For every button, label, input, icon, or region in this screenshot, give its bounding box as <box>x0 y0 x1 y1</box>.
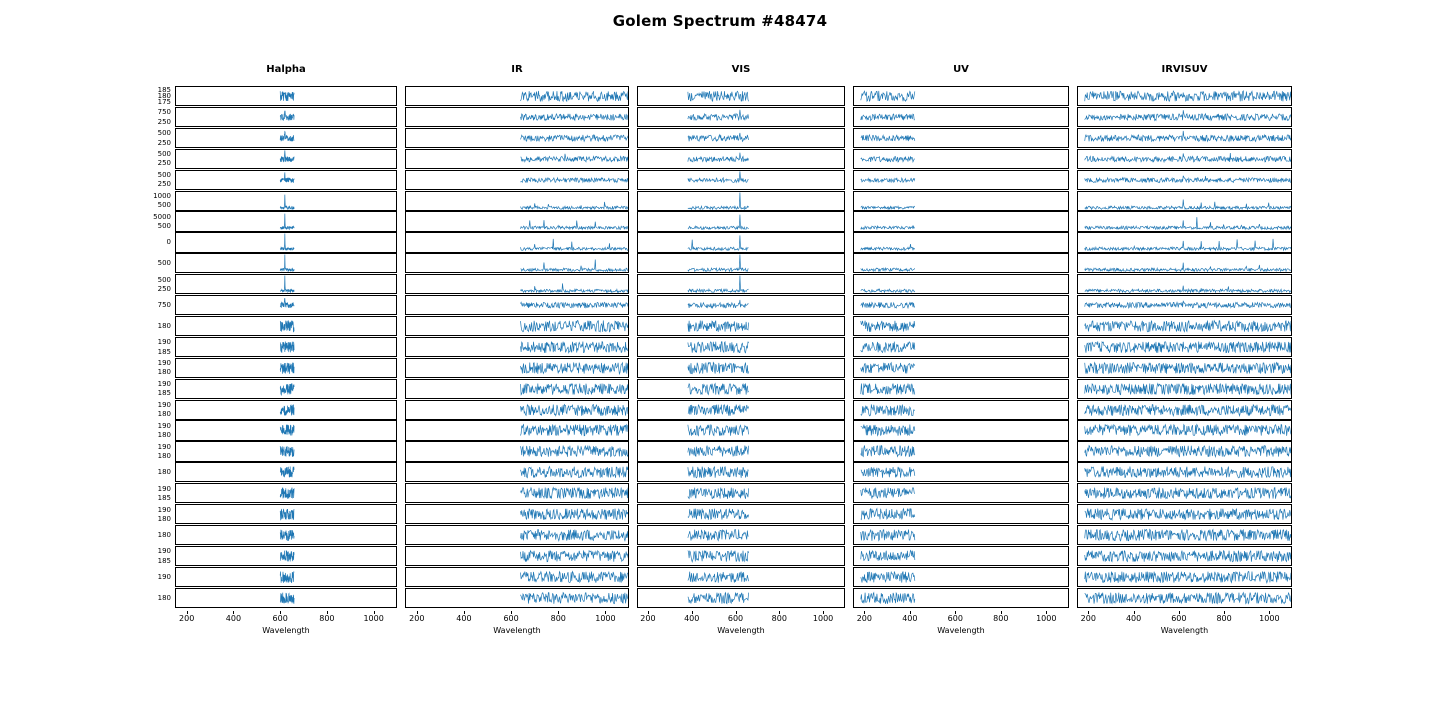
y-tick-label: 1000 <box>153 192 171 201</box>
x-tick-label: 800 <box>319 613 335 623</box>
x-tick-label: 400 <box>684 613 700 623</box>
x-axis <box>1077 611 1292 637</box>
spectrum-panel <box>175 379 397 399</box>
spectrum-panel <box>1077 337 1292 357</box>
x-tick-label: 200 <box>179 613 195 623</box>
x-axis <box>175 611 397 637</box>
spectrum-panel <box>1077 358 1292 378</box>
spectrum-panel <box>405 546 629 566</box>
spectrum-panel <box>637 379 845 399</box>
spectrum-panel <box>175 107 397 127</box>
spectrum-panel <box>637 170 845 190</box>
spectrum-panel <box>1077 525 1292 545</box>
x-tick-label: 1000 <box>363 613 384 623</box>
spectrum-panel <box>405 211 629 231</box>
spectrum-panel <box>853 400 1069 420</box>
spectrum-panel <box>1077 170 1292 190</box>
x-tick-label: 400 <box>456 613 472 623</box>
spectrum-panel <box>637 232 845 252</box>
spectrum-panel <box>1077 462 1292 482</box>
spectrum-panel <box>175 420 397 440</box>
x-tick-label: 400 <box>902 613 918 623</box>
x-tick-label: 800 <box>550 613 566 623</box>
x-tick-label: 600 <box>1171 613 1187 623</box>
column-title: IRVISUV <box>1161 64 1208 75</box>
column-title: Halpha <box>266 64 306 75</box>
spectrum-panel <box>637 504 845 524</box>
spectrum-panel <box>853 191 1069 211</box>
x-tick-label: 400 <box>225 613 242 623</box>
spectrum-panel <box>853 107 1069 127</box>
spectrum-panel <box>853 170 1069 190</box>
y-tick-label: 190 <box>157 338 171 347</box>
spectrum-panel <box>1077 107 1292 127</box>
spectrum-panel <box>405 295 629 315</box>
spectrum-panel <box>853 358 1069 378</box>
spectrum-panel <box>405 107 629 127</box>
spectrum-panel <box>853 546 1069 566</box>
x-tick-label: 400 <box>1125 613 1142 623</box>
y-tick-label: 190 <box>157 380 171 389</box>
spectrum-panel <box>853 232 1069 252</box>
y-tick-label: 185 <box>157 347 171 356</box>
spectrum-panel <box>175 567 397 587</box>
spectrum-panel <box>175 86 397 106</box>
x-tick-label: 200 <box>1080 613 1096 623</box>
y-tick-label: 5000 <box>153 212 171 221</box>
panel-stack <box>405 86 629 609</box>
y-tick-label: 180 <box>157 531 171 540</box>
spectrum-panel <box>853 211 1069 231</box>
spectrum-panel <box>405 232 629 252</box>
spectrum-panel <box>853 420 1069 440</box>
spectrum-panel <box>1077 588 1292 608</box>
y-tick-label: 180 <box>157 431 171 440</box>
y-tick-label: 0 <box>166 238 171 247</box>
spectrum-panel <box>405 525 629 545</box>
spectrum-panel <box>853 295 1069 315</box>
spectrum-panel <box>1077 274 1292 294</box>
spectrum-panel <box>637 358 845 378</box>
spectrum-panel <box>405 253 629 273</box>
spectrum-panel <box>405 588 629 608</box>
spectrum-panel <box>405 128 629 148</box>
panel-stack <box>853 86 1069 609</box>
y-tick-label: 250 <box>157 159 171 168</box>
spectrum-panel <box>637 274 845 294</box>
y-tick-label: 250 <box>157 138 171 147</box>
y-tick-label: 185 <box>157 389 171 398</box>
x-tick-label: 1000 <box>595 613 616 623</box>
spectrum-panel <box>853 441 1069 461</box>
y-tick-label: 190 <box>157 421 171 430</box>
spectrum-panel <box>405 358 629 378</box>
x-tick-label: 800 <box>771 613 787 623</box>
x-tick-label: 200 <box>409 613 425 623</box>
spectrum-panel <box>853 379 1069 399</box>
x-tick-label: 200 <box>856 613 872 623</box>
y-tick-label: 500 <box>157 275 171 284</box>
spectrum-panel <box>637 588 845 608</box>
spectrum-panel <box>175 483 397 503</box>
y-tick-label: 185 <box>157 85 171 94</box>
y-tick-label: 190 <box>157 442 171 451</box>
panel-stack <box>637 86 845 609</box>
spectrum-panel <box>175 232 397 252</box>
y-tick-label: 500 <box>157 129 171 138</box>
spectrum-panel <box>1077 253 1292 273</box>
spectrum-panel <box>853 483 1069 503</box>
y-tick-label: 190 <box>157 505 171 514</box>
x-axis-title: Wavelength <box>1160 625 1209 635</box>
x-tick-label: 600 <box>503 613 519 623</box>
spectrum-panel <box>1077 232 1292 252</box>
spectrum-panel <box>637 441 845 461</box>
y-tick-label: 250 <box>157 180 171 189</box>
panel-stack <box>1077 86 1292 609</box>
spectrum-panel <box>637 128 845 148</box>
spectrum-panel <box>853 86 1069 106</box>
y-tick-label: 190 <box>157 547 171 556</box>
spectrum-panel <box>175 253 397 273</box>
x-axis <box>637 611 845 637</box>
y-tick-label: 500 <box>157 259 171 268</box>
spectrum-panel <box>853 525 1069 545</box>
y-tick-label: 175 <box>157 98 171 107</box>
spectrum-panel <box>853 588 1069 608</box>
spectrum-panel <box>1077 86 1292 106</box>
x-axis-title: Wavelength <box>262 625 310 635</box>
spectrum-panel <box>405 274 629 294</box>
spectrum-panel <box>1077 316 1292 336</box>
spectrum-panel <box>1077 504 1292 524</box>
y-tick-label: 750 <box>157 108 171 117</box>
spectrum-panel <box>1077 149 1292 169</box>
spectrum-panel <box>637 400 845 420</box>
column-title: IR <box>511 64 523 75</box>
spectrum-panel <box>1077 295 1292 315</box>
x-tick-label: 200 <box>640 613 656 623</box>
spectrum-panel <box>637 462 845 482</box>
spectrum-panel <box>1077 211 1292 231</box>
y-tick-label: 190 <box>157 401 171 410</box>
spectrum-panel <box>637 337 845 357</box>
spectrum-panel <box>1077 191 1292 211</box>
spectrum-panel <box>405 86 629 106</box>
spectrum-panel <box>1077 400 1292 420</box>
spectrum-panel <box>637 86 845 106</box>
spectrum-panel <box>405 379 629 399</box>
x-axis-title: Wavelength <box>717 625 765 635</box>
spectrum-panel <box>175 128 397 148</box>
spectrum-panel <box>405 400 629 420</box>
y-tick-label: 500 <box>157 201 171 210</box>
spectrum-panel <box>637 420 845 440</box>
y-tick-label: 500 <box>157 150 171 159</box>
spectrum-panel <box>637 191 845 211</box>
panel-stack <box>175 86 397 609</box>
spectrum-panel <box>637 316 845 336</box>
spectrum-panel <box>853 316 1069 336</box>
column-title: VIS <box>731 64 751 75</box>
x-tick-label: 1000 <box>1259 613 1280 623</box>
spectrum-panel <box>175 337 397 357</box>
figure-title: Golem Spectrum #48474 <box>612 12 828 30</box>
spectrum-panel <box>1077 483 1292 503</box>
spectrum-panel <box>175 546 397 566</box>
spectrum-panel <box>175 358 397 378</box>
y-tick-label: 180 <box>157 593 171 602</box>
y-tick-label: 180 <box>157 468 171 477</box>
x-tick-label: 1000 <box>1036 613 1057 623</box>
spectrum-panel <box>405 567 629 587</box>
spectrum-panel <box>405 504 629 524</box>
spectrum-panel <box>405 191 629 211</box>
spectrum-panel <box>853 462 1069 482</box>
y-tick-label: 180 <box>157 92 171 101</box>
spectrum-panel <box>175 588 397 608</box>
spectrum-panel <box>175 170 397 190</box>
spectrum-panel <box>405 441 629 461</box>
y-tick-label: 250 <box>157 284 171 293</box>
spectrum-panel <box>1077 567 1292 587</box>
spectrum-panel <box>405 462 629 482</box>
spectrum-panel <box>637 525 845 545</box>
y-tick-label: 180 <box>157 410 171 419</box>
spectrum-panel <box>405 420 629 440</box>
y-tick-label: 750 <box>157 301 171 310</box>
spectrum-panel <box>637 149 845 169</box>
y-tick-label: 250 <box>157 117 171 126</box>
spectrum-panel <box>175 191 397 211</box>
column-title: UV <box>953 64 969 75</box>
spectrum-panel <box>853 128 1069 148</box>
spectrum-panel <box>637 567 845 587</box>
spectrum-panel <box>1077 420 1292 440</box>
spectrum-panel <box>175 211 397 231</box>
spectrum-panel <box>405 483 629 503</box>
spectrum-panel <box>175 274 397 294</box>
spectrum-panel <box>637 107 845 127</box>
spectrum-panel <box>175 441 397 461</box>
spectrum-panel <box>1077 128 1292 148</box>
spectrum-panel <box>1077 441 1292 461</box>
x-axis-title: Wavelength <box>493 625 541 635</box>
spectrum-panel <box>175 504 397 524</box>
spectrum-panel <box>1077 546 1292 566</box>
spectrum-panel <box>175 149 397 169</box>
x-axis-title: Wavelength <box>937 625 985 635</box>
spectrum-panel <box>637 546 845 566</box>
spectrum-panel <box>853 253 1069 273</box>
y-tick-label: 500 <box>157 171 171 180</box>
y-tick-label: 190 <box>157 484 171 493</box>
spectrum-panel <box>853 337 1069 357</box>
spectrum-panel <box>175 462 397 482</box>
spectrum-panel <box>405 337 629 357</box>
x-tick-label: 800 <box>993 613 1009 623</box>
y-tick-label: 185 <box>157 493 171 502</box>
spectrum-panel <box>175 525 397 545</box>
spectrum-panel <box>175 316 397 336</box>
y-tick-label: 185 <box>157 556 171 565</box>
x-tick-label: 600 <box>947 613 963 623</box>
spectrum-panel <box>405 170 629 190</box>
x-axis <box>405 611 629 637</box>
spectrum-panel <box>175 400 397 420</box>
spectrum-panel <box>853 149 1069 169</box>
spectrum-panel <box>637 295 845 315</box>
spectrum-panel <box>853 504 1069 524</box>
y-tick-label: 180 <box>157 322 171 331</box>
spectrum-panel <box>853 274 1069 294</box>
y-tick-label: 180 <box>157 452 171 461</box>
spectrum-panel <box>853 567 1069 587</box>
x-axis <box>853 611 1069 637</box>
spectrum-panel <box>637 483 845 503</box>
y-tick-label: 190 <box>157 572 171 581</box>
y-tick-label: 180 <box>157 368 171 377</box>
y-tick-label: 500 <box>157 222 171 231</box>
spectrum-panel <box>405 149 629 169</box>
spectrum-panel <box>1077 379 1292 399</box>
x-tick-label: 600 <box>727 613 744 623</box>
spectrum-panel <box>175 295 397 315</box>
y-tick-label: 180 <box>157 514 171 523</box>
spectrum-panel <box>637 211 845 231</box>
x-tick-label: 800 <box>1216 613 1232 623</box>
spectrum-panel <box>405 316 629 336</box>
x-tick-label: 600 <box>272 613 288 623</box>
x-tick-label: 1000 <box>812 613 834 623</box>
spectrum-panel <box>637 253 845 273</box>
y-tick-label: 190 <box>157 359 171 368</box>
